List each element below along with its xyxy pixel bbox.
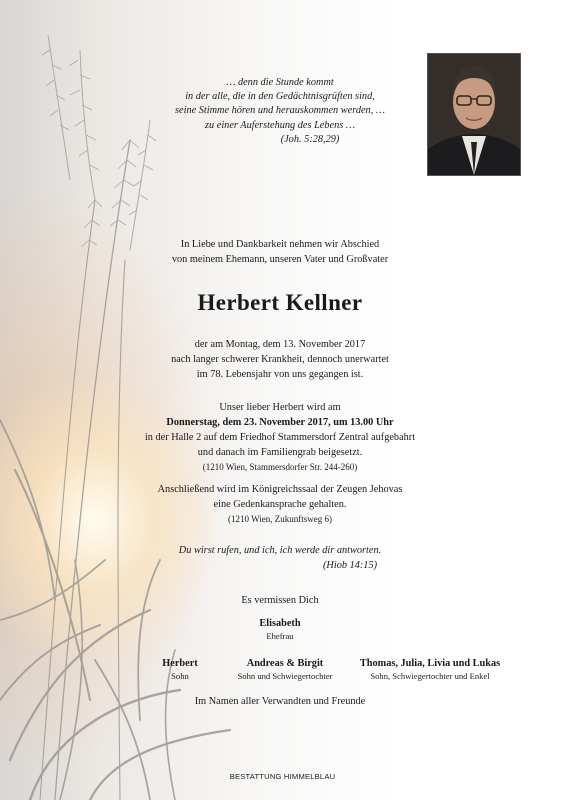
funeral-line: und danach im Familiengrab beigesetzt. <box>197 447 363 458</box>
verse-line: seine Stimme hören und herauskommen werden, … <box>175 105 385 117</box>
memorial-address: (1210 Wien, Zukunftsweg 6) <box>228 514 332 524</box>
mourner-name: Herbert <box>162 658 198 669</box>
funeral-details <box>110 400 450 475</box>
closing-quote <box>130 543 430 573</box>
mourner-spouse <box>230 618 330 641</box>
mourner-role: Sohn <box>171 671 189 681</box>
intro-line: In Liebe und Dankbarkeit nehmen wir Abschied <box>180 239 380 250</box>
funeral-address: (1210 Wien, Stammersdorfer Str. 244-260) <box>202 462 358 472</box>
mourner-group-andreas <box>215 658 355 681</box>
quote-source: (Hiob 14:15) <box>322 560 378 571</box>
intro-line: von meinem Ehemann, unseren Vater und Großvater <box>171 254 389 265</box>
mourner-role: Ehefrau <box>266 631 294 641</box>
death-line: nach langer schwerer Krankheit, dennoch unerwartet <box>171 354 389 365</box>
mourner-son <box>140 658 220 681</box>
memorial-line: Anschließend wird im Königreichssaal der Zeugen Jehovas <box>157 484 403 495</box>
deceased-name: Herbert Kellner <box>197 290 363 315</box>
mourner-name: Andreas & Birgit <box>246 658 324 669</box>
death-line: der am Montag, dem 13. November 2017 <box>194 339 366 350</box>
mourner-role: Sohn, Schwiegertochter und Enkel <box>370 671 490 681</box>
verse-line: in der alle, die in den Gedächtnisgrüften sind, <box>185 91 375 103</box>
funeral-home-footer: BESTATTUNG HIMMELBLAU <box>229 772 336 781</box>
intro-text <box>130 237 430 267</box>
portrait-photo <box>427 53 521 176</box>
verse-reference: (Joh. 5:28,29) <box>280 133 340 145</box>
verse-line: … denn die Stunde kommt <box>226 77 334 88</box>
death-line: im 78. Lebensjahr von uns gegangen ist. <box>196 369 364 380</box>
mourner-role: Sohn und Schwiegertochter <box>237 671 333 681</box>
mourner-name: Thomas, Julia, Livia und Lukas <box>359 658 501 669</box>
death-notice <box>130 337 430 382</box>
mourner-name: Elisabeth <box>259 618 301 629</box>
relatives-text: Im Namen aller Verwandten und Freunde <box>194 696 366 707</box>
verse-line: zu einer Auferstehung des Lebens … <box>205 119 355 131</box>
missed-by-text: Es vermissen Dich <box>241 595 319 606</box>
portrait-image <box>428 54 520 175</box>
mourner-group-thomas <box>345 658 515 681</box>
funeral-line: in der Halle 2 auf dem Friedhof Stammersdorf Zentral aufgebahrt <box>144 432 416 443</box>
memorial-line: eine Gedenkansprache gehalten. <box>213 499 347 510</box>
funeral-line: Unser lieber Herbert wird am <box>219 402 341 413</box>
funeral-date: Donnerstag, dem 23. November 2017, um 13.00 Uhr <box>166 417 394 428</box>
bible-verse <box>130 76 430 147</box>
memorial-talk <box>110 482 450 527</box>
quote-text: Du wirst rufen, und ich, ich werde dir antworten. <box>178 545 382 556</box>
